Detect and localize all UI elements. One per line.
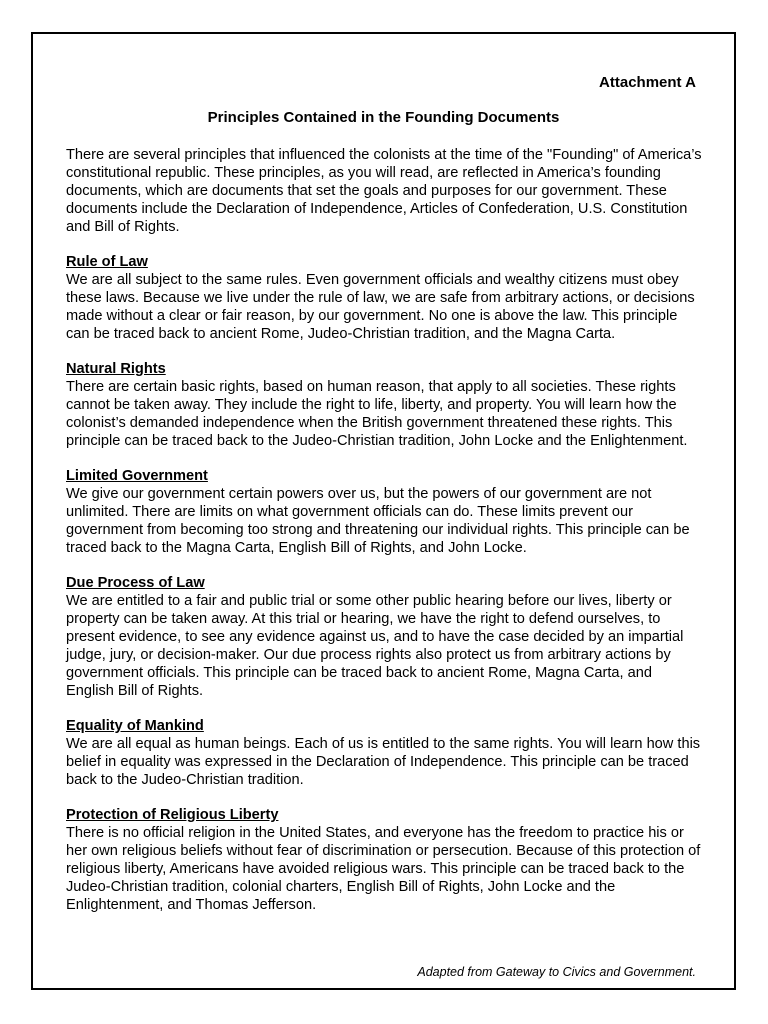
section-heading: Limited Government: [66, 468, 208, 484]
section-equality-of-mankind: [66, 717, 702, 789]
section-rule-of-law: [66, 253, 702, 343]
section-heading: Rule of Law: [66, 254, 148, 270]
section-natural-rights: [66, 360, 702, 450]
section-heading: Equality of Mankind: [66, 718, 204, 734]
section-heading: Due Process of Law: [66, 575, 205, 591]
section-body: There is no official religion in the United States, and everyone has the freedom to practice his or her own religious beliefs without fear of discrimination or persecution. Because of this protection of religious liberty, Americans have avoided religious wars. This principle can be traced back to the Judeo-Christian tradition, colonial charters, English Bill of Rights, John Locke and the Enlightenment, and Thomas Jefferson.: [66, 825, 701, 913]
section-body: There are certain basic rights, based on human reason, that apply to all societies. These rights cannot be taken away. They include the right to life, liberty, and property. You will learn how the colonist’s demanded independence when the British government threatened these rights. This principle can be traced back to the Judeo-Christian tradition, John Locke and the Enlightenment.: [66, 379, 688, 449]
section-body: We are entitled to a fair and public trial or some other public hearing before our lives, liberty or property can be taken away. At this trial or hearing, we have the right to defend ourselves, to present evidence, to see any evidence against us, and to have the case decided by an impartial judge, jury, or decision-maker. Our due process rights also protect us from arbitrary actions by government officials. This principle can be traced back to ancient Rome, Magna Carta, and English Bill of Rights.: [66, 593, 684, 699]
section-body: We give our government certain powers over us, but the powers of our government are not unlimited. There are limits on what government officials can do. These limits prevent our government from becoming too strong and threatening our individual rights. This principle can be traced back to the Magna Carta, English Bill of Rights, and John Locke.: [66, 486, 690, 556]
section-heading: Protection of Religious Liberty: [66, 807, 279, 823]
document-content: [66, 146, 702, 914]
source-footnote: Adapted from Gateway to Civics and Government.: [417, 965, 696, 979]
section-due-process: [66, 574, 702, 700]
attachment-label: Attachment A: [599, 74, 696, 91]
section-limited-government: [66, 467, 702, 557]
section-body: We are all equal as human beings. Each of us is entitled to the same rights. You will learn how this belief in equality was expressed in the Declaration of Independence. This principle can be traced back to the Judeo-Christian tradition.: [66, 736, 701, 788]
intro-paragraph: There are several principles that influenced the colonists at the time of the "Founding" of America’s constitutional republic. These principles, as you will read, are reflected in America’s founding documents, which are documents that set the goals and purposes for our government. These documents include the Declaration of Independence, Articles of Confederation, U.S. Constitution and Bill of Rights.: [66, 147, 702, 235]
section-heading: Natural Rights: [66, 361, 166, 377]
page-frame: [31, 32, 736, 990]
document-title: Principles Contained in the Founding Documents: [207, 109, 560, 126]
section-body: We are all subject to the same rules. Even government officials and wealthy citizens must obey these laws. Because we live under the rule of law, we are safe from arbitrary actions, or decisions made without a clear or fair reason, by our government. No one is above the law. This principle can be traced back to ancient Rome, Judeo-Christian tradition, and the Magna Carta.: [66, 272, 695, 342]
section-religious-liberty: [66, 806, 702, 914]
